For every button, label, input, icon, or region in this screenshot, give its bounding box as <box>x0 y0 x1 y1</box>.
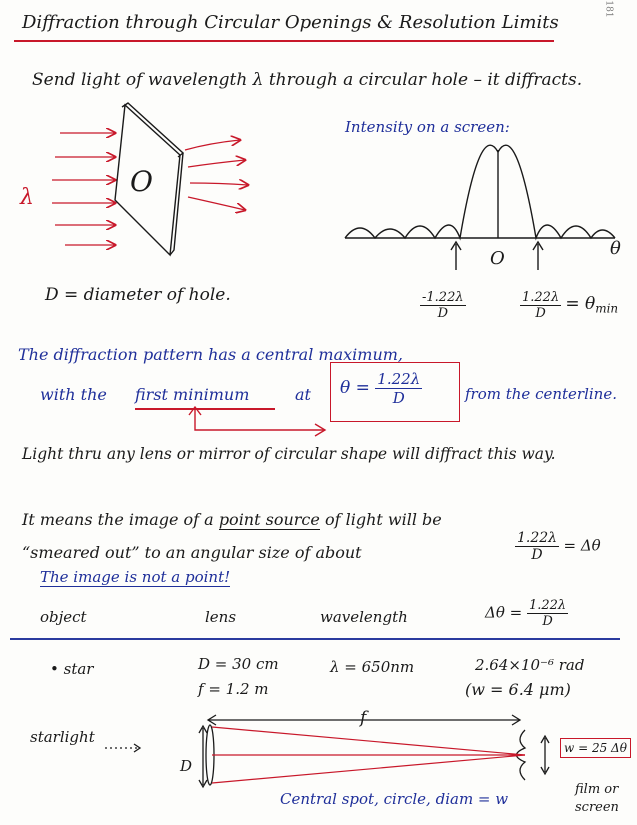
pattern-line1: The diffraction pattern has a central maximum, <box>18 345 403 364</box>
means-fraction <box>515 530 601 563</box>
right-min-den: D <box>535 306 546 321</box>
focal-length-label: f <box>360 708 367 728</box>
pattern-first-min: first minimum <box>135 385 250 404</box>
means-line2: “smeared out” to an angular size of about <box>22 543 362 562</box>
means-line1a: It means the image of a <box>22 510 214 529</box>
left-min-num: -1.22λ <box>422 290 464 305</box>
outgoing-ray <box>190 183 248 185</box>
optics-diagram <box>100 700 560 800</box>
pattern-from: from the centerline. <box>465 385 617 403</box>
formula-lhs: θ = <box>340 378 370 398</box>
starlight-label: starlight <box>30 728 95 746</box>
diameter-note: D = diameter of hole. <box>45 285 231 305</box>
row-lens-f: f = 1.2 m <box>198 680 269 698</box>
outgoing-ray <box>185 140 240 150</box>
lens-diameter-label: D <box>180 757 193 775</box>
col-lens: lens <box>205 608 237 626</box>
not-a-point-note: The image is not a point! <box>40 568 231 586</box>
graph-origin-label: O <box>490 248 505 269</box>
col-delta-den: D <box>542 614 553 629</box>
lambda-label: λ <box>20 185 34 210</box>
col-delta-num: 1.22λ <box>528 598 567 613</box>
intensity-curve <box>345 145 615 238</box>
theta-min-sub: min <box>595 301 619 316</box>
focus-ray <box>212 727 525 755</box>
means-line1b: of light will be <box>324 510 442 529</box>
row-lens-d: D = 30 cm <box>198 655 279 673</box>
theta-min: = θ <box>565 294 596 314</box>
graph-axis-label: θ <box>610 238 621 259</box>
pattern-with: with the <box>40 385 107 404</box>
screen-label: screen <box>575 800 619 815</box>
row-bullet: • <box>50 660 59 678</box>
w-box: w = 25 Δθ <box>560 738 631 758</box>
outgoing-ray <box>188 197 245 210</box>
col-delta-label: Δθ = <box>485 603 523 622</box>
row-object-name: star <box>63 660 94 678</box>
page-title: Diffraction through Circular Openings & Resolution Limits <box>22 12 559 33</box>
point-source: point source <box>218 510 320 529</box>
col-wavelength: wavelength <box>320 608 408 626</box>
formula-den: D <box>392 389 405 407</box>
aperture-hole: O <box>130 165 153 198</box>
row-width: (w = 6.4 μm) <box>465 680 571 699</box>
film-label: film or <box>575 782 619 797</box>
row-object <box>50 660 93 678</box>
right-min-num: 1.22λ <box>522 290 560 305</box>
diagram-caption: Central spot, circle, diam = w <box>280 790 509 808</box>
title-underline <box>14 40 554 42</box>
row-delta: 2.64×10⁻⁶ rad <box>475 656 585 674</box>
means-delta: = Δθ <box>563 536 601 555</box>
first-min-arrow <box>175 405 335 445</box>
lens-note: Light thru any lens or mirror of circular shape will diffract this way. <box>22 445 556 463</box>
means-frac-num: 1.22λ <box>517 530 558 546</box>
col-delta <box>485 598 568 629</box>
col-object: object <box>40 608 87 626</box>
formula-num: 1.22λ <box>377 370 421 388</box>
formula <box>340 370 422 407</box>
intensity-heading: Intensity on a screen: <box>345 118 510 136</box>
means-line1 <box>22 510 442 529</box>
table-rule <box>10 638 620 640</box>
page-number: 181 <box>603 0 614 18</box>
left-min-label <box>420 290 466 321</box>
intro-text: Send light of wavelength λ through a circular hole – it diffracts. <box>32 70 583 90</box>
outgoing-ray <box>188 160 245 167</box>
means-frac-den: D <box>531 547 543 563</box>
pattern-at: at <box>295 385 311 404</box>
right-min-label <box>520 290 618 321</box>
intensity-graph <box>340 140 620 280</box>
left-min-den: D <box>437 306 448 321</box>
row-wavelength: λ = 650nm <box>330 658 415 676</box>
focus-ray <box>212 755 525 783</box>
